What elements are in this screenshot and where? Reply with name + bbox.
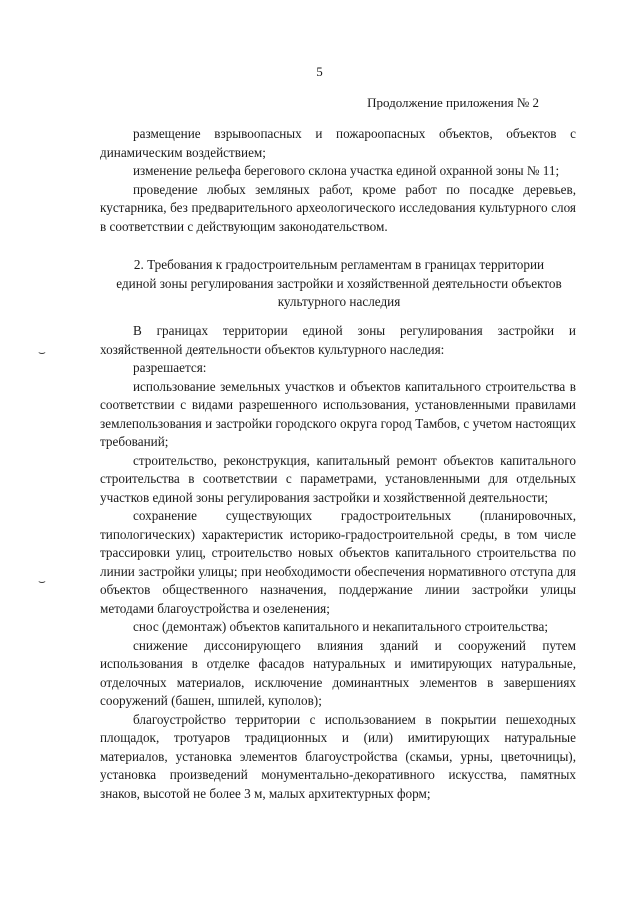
paragraph: использование земельных участков и объектов капитального строительства в соответствии с видами разрешенного использования, установленными правилами землепользования и застройки городского округа город Тамбов, с учетом настоящих требований;: [100, 378, 576, 449]
paragraph: снижение диссонирующего влияния зданий и сооружений путем использования в отделке фасадов натуральных и имитирующих натуральные, отделочных материалов, исключение доминантных элементов в завершениях сооружений (башен, шпилей, куполов);: [100, 637, 576, 708]
paragraph: сохранение существующих градостроительных (планировочных, типологических) характеристик историко-градостроительной среды, в том числе трассировки улиц, строительство новых объектов капитального строительства по линии застройки улицы; при необходимости обеспечения нормативного отступа для объектов общественного назначения, поддержание линии застройки улицы методами благоустройства и озеленения;: [100, 508, 576, 616]
paragraph: изменение рельефа берегового склона участка единой охранной зоны № 11;: [133, 163, 560, 178]
section-heading: [116, 256, 562, 312]
body-paragraphs: [100, 322, 576, 803]
page-number: 5: [316, 64, 323, 79]
paragraph: проведение любых земляных работ, кроме работ по посадке деревьев, кустарника, без предварительного археологического исследования культурного слоя в соответствии с действующим законодательством.: [100, 181, 576, 234]
top-paragraphs: [100, 125, 576, 236]
paragraph: В границах территории единой зоны регулирования застройки и хозяйственной деятельности объектов культурного наследия:: [100, 323, 576, 357]
paragraph: благоустройство территории с использованием в покрытии пешеходных площадок, тротуаров традиционных и (или) имитирующих натуральные материалов, установка элементов благоустройства (скамьи, урны, цветочницы), установка произведений монументально-декоративного искусства, памятных знаков, высотой не более 3 м, малых архитектурных форм;: [100, 711, 576, 801]
section-heading-text: 2. Требования к градостроительным регламентам в границах территории единой зоны регулирования застройки и хозяйственной деятельности объектов культурного наследия: [116, 257, 562, 309]
paragraph: размещение взрывоопасных и пожароопасных объектов, объектов с динамическим воздействием;: [100, 126, 576, 160]
binding-hole-mark: ⌣: [38, 345, 46, 359]
paragraph: снос (демонтаж) объектов капитального и некапитального строительства;: [133, 619, 549, 634]
binding-hole-mark: ⌣: [38, 574, 46, 588]
paragraph: строительство, реконструкция, капитальный ремонт объектов капитального строительства в соответствии с параметрами, установленными для отдельных участков единой зоны регулирования застройки и хозяйственной деятельности;: [100, 452, 576, 505]
appendix-continuation-note: Продолжение приложения № 2: [367, 95, 539, 110]
paragraph: разрешается:: [133, 360, 207, 375]
